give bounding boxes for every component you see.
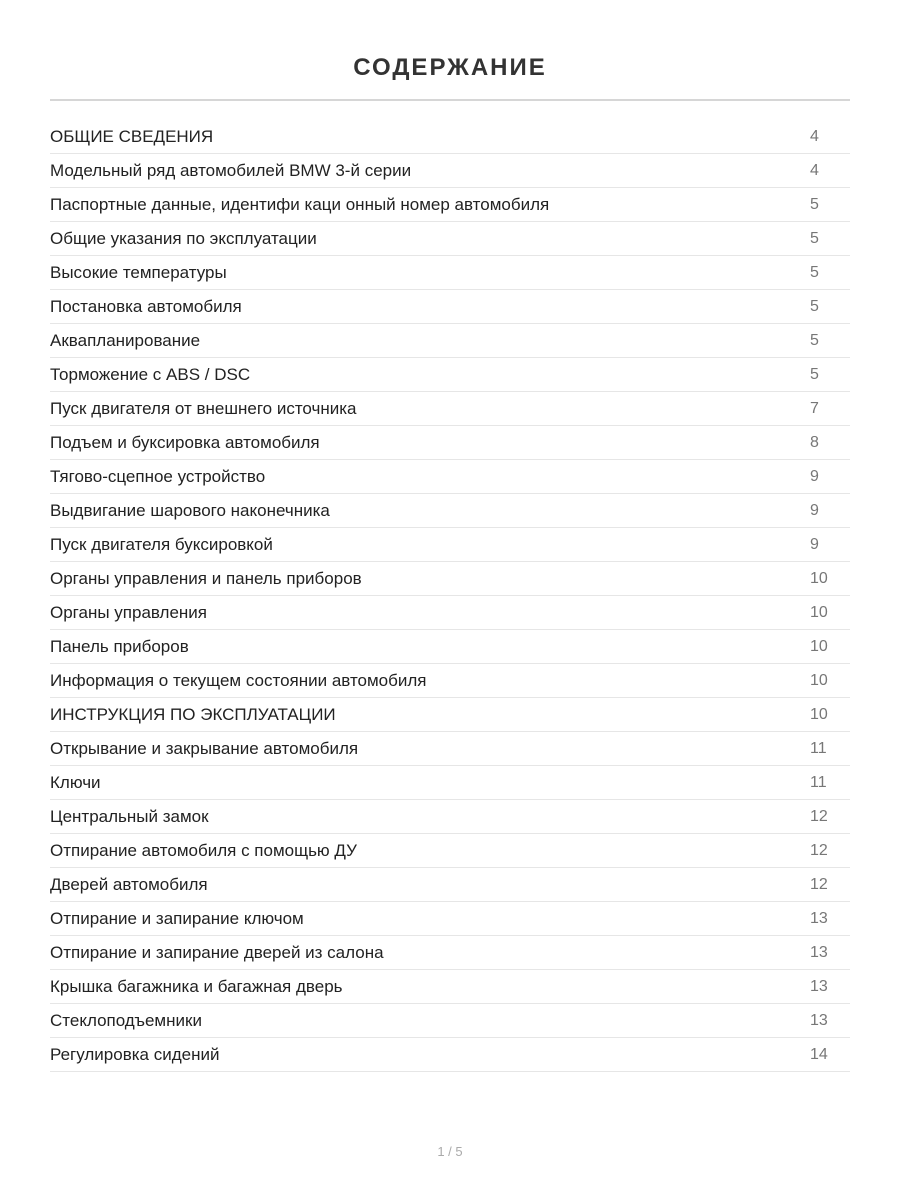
toc-entry[interactable] — [50, 222, 850, 256]
toc-entry-page-number: 13 — [810, 1011, 828, 1029]
toc-entry-label: Пуск двигателя от внешнего источника — [50, 398, 357, 418]
toc-entry-label: Модельный ряд автомобилей BMW 3-й серии — [50, 160, 412, 180]
toc-entry-page-number: 11 — [810, 739, 827, 757]
toc-entry[interactable] — [50, 936, 850, 970]
toc-entry[interactable] — [50, 290, 850, 324]
toc-entry[interactable] — [50, 1004, 850, 1038]
toc-entry-label: Дверей автомобиля — [50, 874, 208, 894]
toc-entry-label: Общие указания по эксплуатации — [50, 228, 317, 248]
toc-entry-page-number: 11 — [810, 773, 827, 791]
toc-entry[interactable] — [50, 868, 850, 902]
toc-entry[interactable] — [50, 460, 850, 494]
toc-entry-page-number: 8 — [810, 433, 819, 451]
toc-entry-page-number: 13 — [810, 943, 828, 961]
toc-entry[interactable] — [50, 596, 850, 630]
toc-entry-page-number: 12 — [810, 841, 828, 859]
toc-entry[interactable] — [50, 426, 850, 460]
toc-entry-label: Пуск двигателя буксировкой — [50, 534, 273, 554]
toc-entry-label: Подъем и буксировка автомобиля — [50, 432, 320, 452]
toc-entry-label: Отпирание и запирание дверей из салона — [50, 942, 384, 962]
toc-entry-label: Торможение с ABS / DSC — [50, 364, 251, 384]
toc-entry-label: ОБЩИЕ СВЕДЕНИЯ — [50, 126, 214, 146]
toc-entry-label: Тягово-сцепное устройство — [50, 466, 266, 486]
toc-entry-page-number: 5 — [810, 331, 819, 349]
toc-entry-label: Паспортные данные, идентифи каци онный номер автомобиля — [50, 194, 550, 214]
toc-entry-label: Аквапланирование — [50, 330, 201, 350]
toc-entry[interactable] — [50, 188, 850, 222]
toc-entry[interactable] — [50, 528, 850, 562]
page-indicator: 1 / 5 — [437, 1144, 463, 1159]
toc-entry[interactable] — [50, 120, 850, 154]
toc-entry[interactable] — [50, 664, 850, 698]
toc-entry-page-number: 10 — [810, 637, 828, 655]
toc-entry[interactable] — [50, 698, 850, 732]
toc-entry[interactable] — [50, 800, 850, 834]
toc-entry-page-number: 12 — [810, 807, 828, 825]
table-of-contents — [50, 120, 850, 1072]
toc-entry-page-number: 5 — [810, 365, 819, 383]
toc-entry[interactable] — [50, 902, 850, 936]
toc-entry-label: Постановка автомобиля — [50, 296, 242, 316]
toc-entry-page-number: 9 — [810, 535, 819, 553]
toc-entry-label: Отпирание и запирание ключом — [50, 908, 304, 928]
toc-entry[interactable] — [50, 494, 850, 528]
toc-entry-label: Отпирание автомобиля с помощью ДУ — [50, 840, 357, 860]
toc-entry-label: Центральный замок — [50, 806, 209, 826]
toc-entry[interactable] — [50, 154, 850, 188]
toc-entry[interactable] — [50, 1038, 850, 1072]
toc-entry[interactable] — [50, 256, 850, 290]
toc-entry-label: Крышка багажника и багажная дверь — [50, 976, 343, 996]
toc-entry-page-number: 5 — [810, 229, 819, 247]
toc-entry-label: Ключи — [50, 772, 101, 792]
toc-entry-page-number: 10 — [810, 671, 828, 689]
toc-entry[interactable] — [50, 732, 850, 766]
toc-entry[interactable] — [50, 834, 850, 868]
toc-entry-label: Панель приборов — [50, 636, 189, 656]
toc-entry-page-number: 14 — [810, 1045, 828, 1063]
toc-entry[interactable] — [50, 630, 850, 664]
toc-entry-label: Регулировка сидений — [50, 1044, 220, 1064]
toc-entry-page-number: 10 — [810, 603, 828, 621]
toc-entry-label: Органы управления и панель приборов — [50, 568, 362, 588]
toc-entry-label: Стеклоподъемники — [50, 1010, 202, 1030]
toc-entry[interactable] — [50, 358, 850, 392]
toc-entry-label: Информация о текущем состоянии автомобиля — [50, 670, 427, 690]
toc-entry-label: Выдвигание шарового наконечника — [50, 500, 330, 520]
toc-entry-label: Органы управления — [50, 602, 208, 622]
page-title: СОДЕРЖАНИЕ — [353, 54, 547, 82]
toc-entry-page-number: 7 — [810, 399, 819, 417]
title-divider — [50, 99, 850, 101]
toc-entry-page-number: 5 — [810, 263, 819, 281]
toc-entry[interactable] — [50, 970, 850, 1004]
toc-entry[interactable] — [50, 766, 850, 800]
toc-entry-label: Высокие температуры — [50, 262, 227, 282]
toc-entry-label: Открывание и закрывание автомобиля — [50, 738, 359, 758]
toc-entry[interactable] — [50, 562, 850, 596]
toc-entry-page-number: 9 — [810, 501, 819, 519]
toc-entry-page-number: 10 — [810, 705, 828, 723]
toc-entry[interactable] — [50, 392, 850, 426]
toc-entry-page-number: 10 — [810, 569, 828, 587]
toc-entry-page-number: 5 — [810, 195, 819, 213]
toc-entry-page-number: 4 — [810, 127, 819, 145]
toc-entry-page-number: 9 — [810, 467, 819, 485]
toc-entry-label: ИНСТРУКЦИЯ ПО ЭКСПЛУАТАЦИИ — [50, 704, 336, 724]
toc-entry[interactable] — [50, 324, 850, 358]
toc-entry-page-number: 12 — [810, 875, 828, 893]
toc-entry-page-number: 4 — [810, 161, 819, 179]
toc-entry-page-number: 13 — [810, 977, 828, 995]
toc-entry-page-number: 13 — [810, 909, 828, 927]
toc-entry-page-number: 5 — [810, 297, 819, 315]
